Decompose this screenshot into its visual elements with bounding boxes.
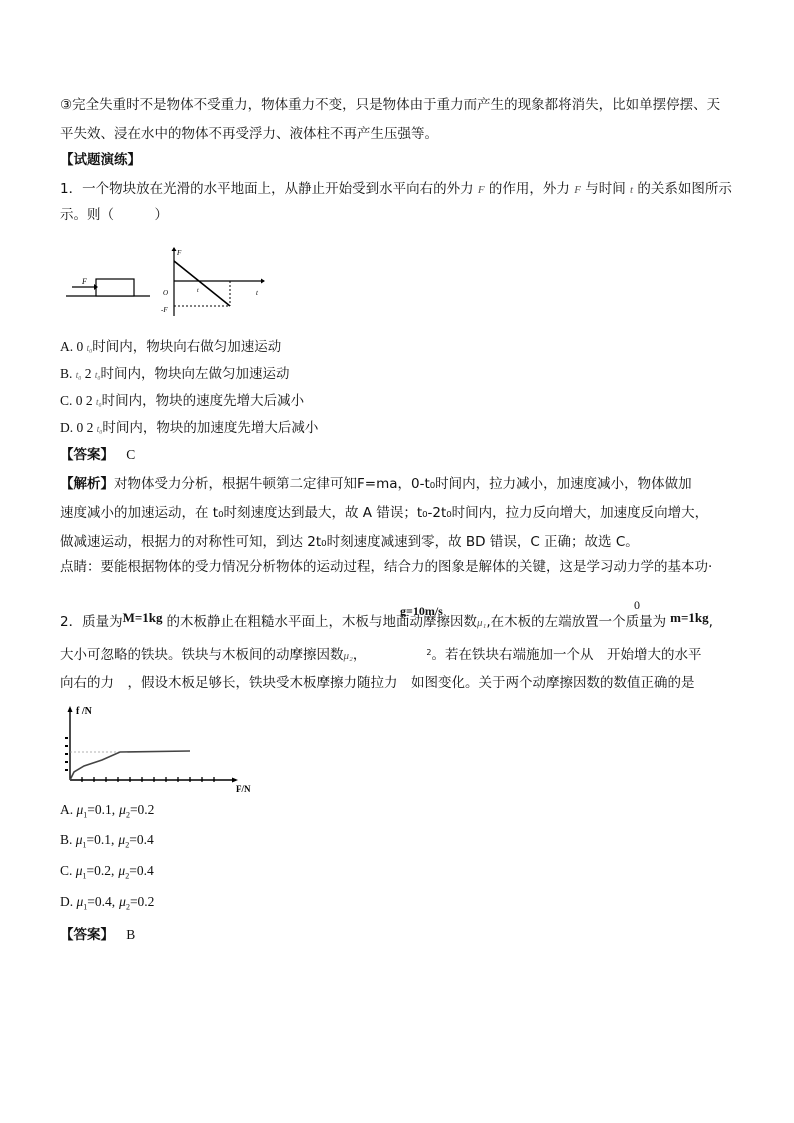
section-heading: 【试题演练】 — [60, 152, 141, 168]
q2-option-d: D. $\mu_1=0.4$, $\mu_2=0.2$ — [60, 894, 155, 912]
q2-option-c-mu1: =0.2 — [86, 863, 112, 878]
q2-option-d-letter: D. — [60, 894, 77, 909]
q2-friction-graph — [58, 702, 251, 794]
q2-answer-label: 【答案】 — [60, 927, 114, 943]
t0-label: t — [197, 288, 199, 294]
q2-stem-end: , — [708, 614, 713, 630]
q2-option-d-mu2: =0.2 — [129, 894, 155, 909]
q1-analysis-line-2: 速度减小的加速运动，在 t₀时刻速度达到最大，故 A 错误；t₀-2t₀时间内，拉力反向增大，加速度反向增大， — [60, 505, 709, 521]
q1-answer-value: C — [126, 447, 136, 462]
q2-mu2-symbol: μ₂ — [343, 650, 353, 662]
q2-line2-a: 大小可忽略的铁块。铁块与木板间的动摩擦因数 — [60, 647, 344, 663]
q1-stem-line-1 — [60, 180, 732, 199]
q2-g-overlay: g=10m/s — [400, 604, 443, 618]
q2-x-label: F/N — [236, 784, 251, 794]
q2-option-b-mu1: =0.1 — [86, 832, 112, 847]
q2-zero-overlay: 0 — [634, 598, 640, 612]
axis-y-label: F — [177, 249, 182, 257]
q1-var-F: F — [477, 184, 485, 196]
q1-option-d: D. 0 2 t₀时间内，物块的加速度先增大后减小 — [60, 420, 319, 436]
q1-analysis-line-3: 做减速运动，根据力的对称性可知，到达 2t₀时刻速度减速到零，故 BD 错误，C 正确；故选 C。 — [60, 534, 639, 550]
q1-option-d-prefix: D. 0 2 — [60, 420, 97, 435]
q1-var-F-2: F — [574, 184, 581, 196]
q2-option-c-letter: C. — [60, 863, 76, 878]
q1-option-d-text: 时间内，物块的加速度先增大后减小 — [102, 420, 319, 436]
q1-stem-line-2: 示。则（ ） — [60, 207, 168, 223]
q2-line2-sup: 2 — [426, 648, 432, 657]
q2-option-b-mu2: =0.4 — [129, 832, 154, 847]
block-force-label: F — [82, 277, 87, 286]
x-axis-arrowhead — [261, 279, 265, 284]
q2-stem-c: ,在木板的左端放置一个质量为 — [486, 614, 667, 630]
q1-figure — [60, 244, 280, 324]
q2-friction-curve — [70, 751, 190, 780]
q2-stem-b: 的木板静止在粗糙水平面上，木板与地面动摩擦因数 — [166, 614, 478, 630]
q2-y-arrowhead — [68, 706, 73, 712]
q1-stem-b: 的作用，外力 — [488, 181, 570, 197]
q1-stem-a: 1．一个物块放在光滑的水平地面上，从静止开始受到水平向右的外力 — [60, 181, 474, 197]
q1-analysis-label: 【解析】 — [60, 476, 114, 492]
note-line-1: ③完全失重时不是物体不受重力，物体重力不变，只是物体由于重力而产生的现象都将消失，比如单摆停摆、天 — [60, 97, 721, 113]
q1-answer-label: 【答案】 — [60, 447, 114, 463]
q2-x-arrowhead — [232, 778, 238, 783]
q1-option-a: A. 0 t₀时间内，物块向右做匀加速运动 — [60, 339, 282, 355]
q2-line2-c: 。若在铁块右端施加一个从 开始增大的水平 — [431, 647, 702, 663]
q2-stem-line-3: 向右的力 ，假设木板足够长，铁块受木板摩擦力随拉力 如图变化。关于两个动摩擦因数的数值正确的是 — [60, 675, 695, 691]
q2-option-b: B. $\mu_1=0.1$, $\mu_2=0.4$ — [60, 832, 154, 850]
q2-option-a-mu1: =0.1 — [87, 802, 112, 817]
q2-mu1-symbol: μ₁ — [477, 617, 487, 629]
q2-option-a: A. $\mu_1=0.1$, $\mu_2=0.2$ — [60, 802, 155, 820]
q2-y-label: f /N — [76, 706, 92, 717]
q2-answer-value: B — [126, 927, 136, 942]
q2-stem-line-2 — [60, 646, 701, 666]
q1-option-b-mid: 2 — [81, 366, 95, 381]
q1-stem-d: 的关系如图所示 — [637, 181, 732, 197]
q1-option-c: C. 0 2 t₀时间内，物块的速度先增大后减小 — [60, 393, 305, 409]
q1-option-a-prefix: A. 0 — [60, 339, 87, 354]
q1-analysis-text-1: 对物体受力分析，根据牛顿第二定律可知F=ma，0-t₀时间内，拉力减小，加速度减小，物体做加 — [114, 476, 692, 492]
q2-option-d-mu1: =0.4 — [87, 894, 112, 909]
q1-option-c-text: 时间内，物块的速度先增大后减小 — [101, 393, 305, 409]
block-rect — [96, 279, 134, 296]
q2-option-c-mu2: =0.4 — [129, 863, 154, 878]
q2-option-b-letter: B. — [60, 832, 76, 847]
q2-line2-b: ， — [352, 647, 367, 663]
y-axis-arrowhead — [172, 247, 177, 251]
force-time-line — [174, 261, 230, 306]
note-line-2: 平失效、浸在水中的物体不再受浮力、液体柱不再产生压强等。 — [60, 126, 438, 142]
q1-var-t: t — [630, 184, 634, 196]
q1-answer — [60, 446, 135, 464]
q1-option-a-text: 时间内，物块向右做匀加速运动 — [92, 339, 282, 355]
q1-option-b-prefix: B. — [60, 366, 76, 381]
q1-option-b-text: 时间内，物块向左做匀加速运动 — [100, 366, 290, 382]
q1-option-b: B. t₀ 2 t₀时间内，物块向左做匀加速运动 — [60, 366, 290, 382]
origin-label: O — [163, 289, 169, 297]
neg-F-label: -F — [161, 306, 168, 314]
q2-option-c: C. $\mu_1=0.2$, $\mu_2=0.4$ — [60, 863, 154, 881]
q2-answer — [60, 926, 135, 944]
q1-stem-c: 与时间 — [585, 181, 626, 197]
q1-analysis-line-1 — [60, 475, 692, 493]
axis-x-label: t — [256, 289, 258, 297]
q1-option-c-prefix: C. 0 2 — [60, 393, 97, 408]
q2-option-a-letter: A. — [60, 802, 77, 817]
q2-option-a-mu2: =0.2 — [129, 802, 155, 817]
q1-comment: 点睛：要能根据物体的受力情况分析物体的运动过程，结合力的图象是解体的关键，这是学习动力学的基本功· — [60, 559, 713, 575]
q2-stem-a: 2．质量为 — [60, 614, 123, 630]
q2-mass-block: m=1kg — [670, 610, 709, 625]
q2-mass-board: M=1kg — [122, 610, 163, 625]
